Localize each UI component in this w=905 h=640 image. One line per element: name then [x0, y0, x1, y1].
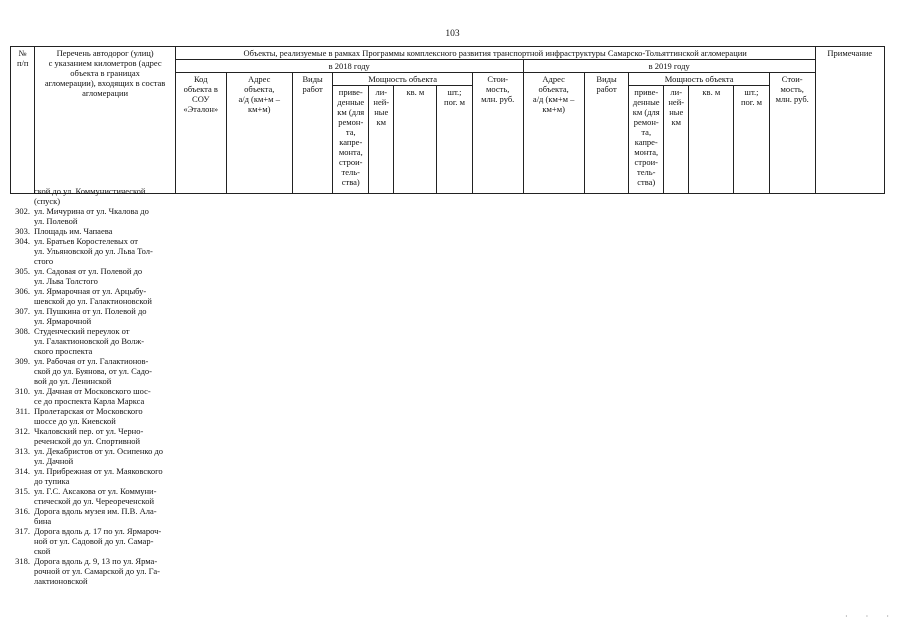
road-description-line: ул. Полевой: [34, 216, 78, 226]
road-description: [34, 526, 172, 556]
road-description-line: Чкаловский пер. от ул. Черно-: [34, 426, 144, 436]
road-description-line: ского проспекта: [34, 346, 93, 356]
road-description-line: стого: [34, 256, 54, 266]
road-description-line: лактионовской: [34, 576, 88, 586]
row-number: 304.: [15, 236, 30, 246]
road-description: [34, 356, 172, 386]
row-number: 308.: [15, 326, 30, 336]
row-number: 306.: [15, 286, 30, 296]
road-description-line: шевской до ул. Галактионовской: [34, 296, 152, 306]
list-item: [10, 186, 180, 206]
header-col-objects: Объекты, реализуемые в рамках Программы комплексного развития транспортной инфраструктуры Самарско-Тольяттинской агломерации: [175, 47, 815, 60]
road-description-line: рочной от ул. Самарской до ул. Га-: [34, 566, 160, 576]
header-2019-works: Виды работ: [584, 73, 629, 194]
road-description-line: ул. Ярмарочной: [34, 316, 92, 326]
table-header: [10, 46, 885, 194]
row-number: 311.: [15, 406, 30, 416]
road-description-line: ской: [34, 546, 51, 556]
list-item: [10, 506, 180, 526]
list-item: [10, 556, 180, 586]
list-item: [10, 206, 180, 226]
page-number: 103: [445, 29, 460, 39]
row-number: 302.: [15, 206, 30, 216]
road-description: [34, 326, 172, 356]
row-number: 310.: [15, 386, 30, 396]
road-description-line: ул. Дачная от Московского шос-: [34, 386, 151, 396]
header-2019-cap-pcs: шт.; пог. м: [734, 86, 770, 194]
road-description-line: Пролетарская от Московского: [34, 406, 143, 416]
list-item: [10, 406, 180, 426]
road-description: [34, 286, 172, 306]
row-number: 317.: [15, 526, 30, 536]
header-year-2019: в 2019 году: [523, 60, 815, 73]
list-item: [10, 306, 180, 326]
road-description-line: до тупика: [34, 476, 70, 486]
road-description: [34, 426, 172, 446]
header-2019-cap-reduced: приве- денные км (для ремон- та, капре- монта, строи- тель- ства): [629, 86, 664, 194]
list-item: [10, 486, 180, 506]
road-description: [34, 486, 172, 506]
list-item: [10, 236, 180, 266]
list-item: [10, 526, 180, 556]
road-description-line: ул. Прибрежная от ул. Маяковского: [34, 466, 163, 476]
header-2018-address: Адрес объекта, а/д (км+м – км+м): [226, 73, 292, 194]
list-item: [10, 386, 180, 406]
road-description-line: ул. Мичурина от ул. Чкалова до: [34, 206, 149, 216]
road-description-line: ул. Декабристов от ул. Осипенко до: [34, 446, 164, 456]
row-number: 315.: [15, 486, 30, 496]
list-item: [10, 326, 180, 356]
road-description-line: (спуск): [34, 196, 61, 206]
road-description-line: ул. Льва Толстого: [34, 276, 98, 286]
row-number: 318.: [15, 556, 30, 566]
header-col-road-list: Перечень автодорог (улиц) с указанием километров (адрес объекта в границах агломерации), входящих в состав агломерации: [35, 47, 175, 194]
road-description-line: ул. Галактионовской до Волж-: [34, 336, 145, 346]
row-number: 314.: [15, 466, 30, 476]
header-2019-capacity: Мощность объекта: [629, 73, 769, 86]
road-description-line: ной от ул. Садовой до ул. Самар-: [34, 536, 154, 546]
road-description-line: шоссе до ул. Киевской: [34, 416, 116, 426]
row-number: 316.: [15, 506, 30, 516]
road-description-line: се до проспекта Карла Маркса: [34, 396, 145, 406]
road-description-line: ул. Рабочая от ул. Галактионов-: [34, 356, 149, 366]
row-number: 313.: [15, 446, 30, 456]
road-description-line: Площадь им. Чапаева: [34, 226, 113, 236]
road-description-line: ской до ул. Буянова, от ул. Садо-: [34, 366, 152, 376]
road-description: [34, 556, 172, 586]
header-2018-cap-pcs: шт.; пог. м: [437, 86, 473, 194]
road-description-line: вой до ул. Ленинской: [34, 376, 112, 386]
header-col-note: Примечание: [815, 47, 884, 194]
road-description-line: Дорога вдоль музея им. П.В. Ала-: [34, 506, 157, 516]
list-item: [10, 226, 180, 236]
header-2018-cap-reduced: приве- денные км (для ремон- та, капре- монта, строи- тель- ства): [333, 86, 369, 194]
row-number: 312.: [15, 426, 30, 436]
header-2018-works: Виды работ: [292, 73, 333, 194]
road-description-line: ул. Садовая от ул. Полевой до: [34, 266, 143, 276]
road-description-line: реченской до ул. Спортивной: [34, 436, 141, 446]
row-number: 303.: [15, 226, 30, 236]
road-description: [34, 236, 172, 266]
road-description: [34, 506, 172, 526]
row-number: 307.: [15, 306, 30, 316]
road-description: [34, 446, 172, 466]
road-description: [34, 466, 172, 486]
road-description: [34, 306, 172, 326]
row-number: 309.: [15, 356, 30, 366]
road-description: [34, 266, 172, 286]
header-2019-address: Адрес объекта, а/д (км+м – км+м): [523, 73, 584, 194]
road-description: [34, 386, 172, 406]
road-list: [10, 186, 180, 586]
road-description-line: Студенческий переулок от: [34, 326, 130, 336]
row-number: 305.: [15, 266, 30, 276]
list-item: [10, 286, 180, 306]
header-2018-code: Код объекта в СОУ «Эталон»: [175, 73, 226, 194]
road-description-line: ул. Г.С. Аксакова от ул. Коммуни-: [34, 486, 157, 496]
header-2018-cap-sqm: кв. м: [394, 86, 437, 194]
road-description: [34, 206, 172, 226]
header-2018-cost: Стои- мость, млн. руб.: [472, 73, 523, 194]
header-2019-cap-sqm: кв. м: [689, 86, 734, 194]
road-description: [34, 226, 172, 236]
header-2018-cap-linear: ли- ней- ные км: [369, 86, 394, 194]
header-2018-capacity: Мощность объекта: [333, 73, 472, 86]
road-description-line: ул. Ярмарочная от ул. Арцыбу-: [34, 286, 147, 296]
road-description-line: ул. Братьев Коростелевых от: [34, 236, 138, 246]
road-description: [34, 406, 172, 426]
list-item: [10, 266, 180, 286]
list-item: [10, 356, 180, 386]
road-description-line: Дорога вдоль д. 17 по ул. Ярмароч-: [34, 526, 162, 536]
list-item: [10, 426, 180, 446]
road-description-line: ул. Ульяновской до ул. Льва Тол-: [34, 246, 153, 256]
road-description-line: стической до ул. Череореченской: [34, 496, 155, 506]
header-2019-cost: Стои- мость, млн. руб.: [769, 73, 815, 194]
header-year-2018: в 2018 году: [175, 60, 523, 73]
header-2019-cap-linear: ли- ней- ные км: [664, 86, 689, 194]
road-description: [34, 186, 172, 206]
road-description-line: ул. Пушкина от ул. Полевой до: [34, 306, 147, 316]
list-item: [10, 446, 180, 466]
header-col-num: № п/п: [11, 47, 35, 194]
road-description-line: ул. Дачной: [34, 456, 74, 466]
road-description-line: Дорога вдоль д. 9, 13 по ул. Ярма-: [34, 556, 158, 566]
list-item: [10, 466, 180, 486]
road-description-line: бина: [34, 516, 52, 526]
road-description-line: ской до ул. Коммунистической: [34, 186, 146, 196]
scan-marks: · · ·: [845, 612, 897, 621]
